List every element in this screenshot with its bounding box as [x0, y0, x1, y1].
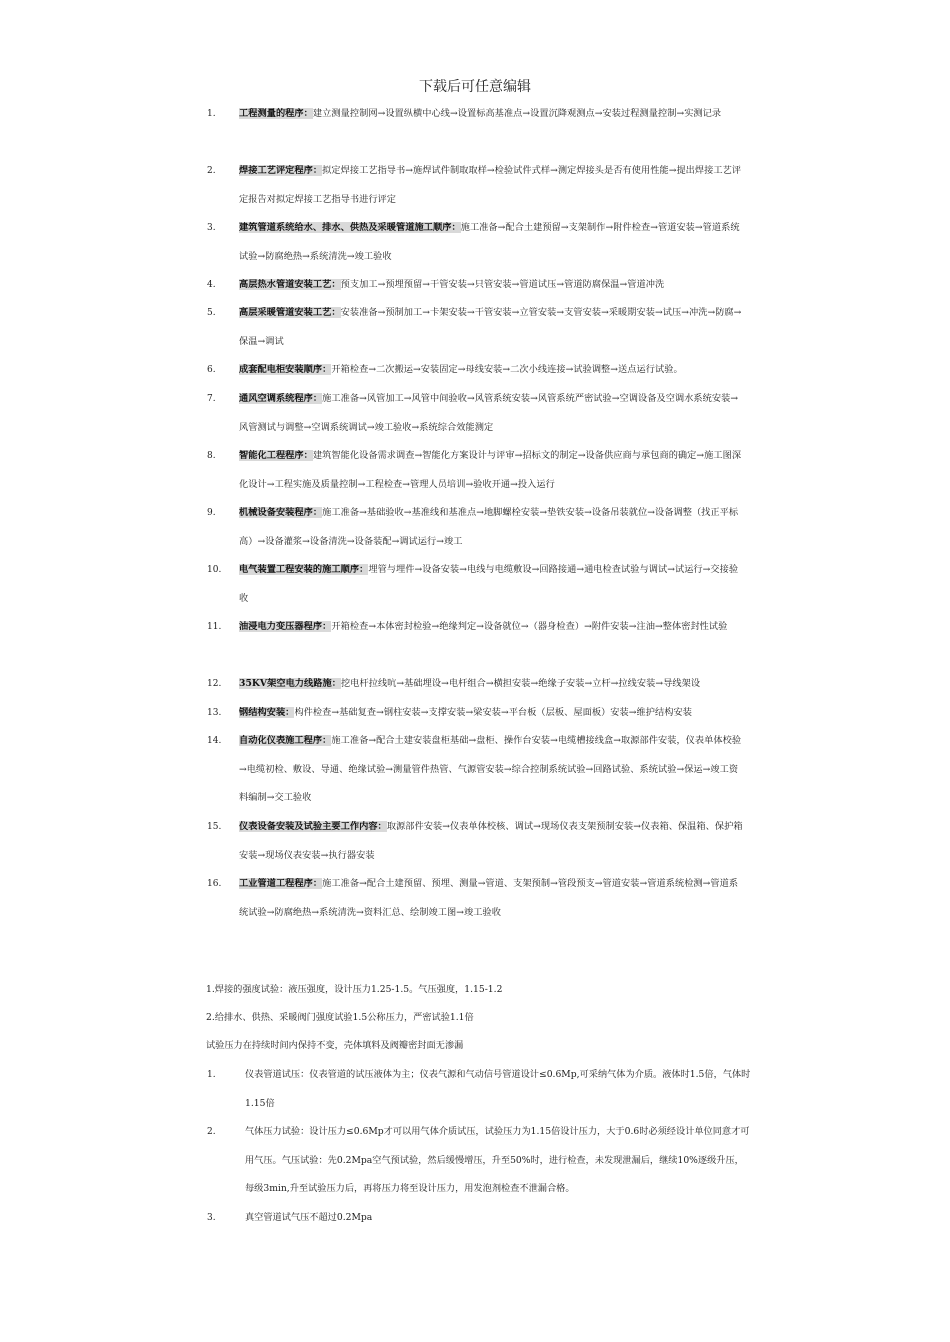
item-heading: 高层采暖管道安装工艺： — [239, 307, 341, 318]
item-number: 11. — [207, 622, 222, 632]
item-content — [239, 870, 745, 927]
item-number: 12. — [207, 679, 222, 689]
sub-item-text: 气体压力试验：设计压力≤0.6Mp才可以用气体介质试压，试验压力为1.15倍设计压力，大于0.6时必须经设计单位同意才可用气压。气压试验：先0.2Mpa空气预试验，然后缓慢增压，升至50%时，进行检查，未发现泄漏后，继续10%逐级升压，每级3min,升至试验压力后，再将压力将至设计压力，用发泡剂检查不泄漏合格。 — [245, 1126, 750, 1194]
note-line: 试验压力在持续时间内保持不变，壳体填料及阀瓣密封面无渗漏 — [206, 1040, 464, 1051]
item-content — [239, 100, 745, 129]
item-heading: 智能化工程程序： — [239, 450, 313, 461]
item-number: 8. — [207, 451, 216, 461]
item-content — [239, 442, 745, 499]
item-content — [239, 271, 745, 300]
note-line: 2.给排水、供热、采暖阀门强度试验1.5公称压力，严密试验1.1倍 — [206, 1012, 474, 1023]
item-text: 施工准备→配合土建安装盘柜基础→盘柜、操作台安装→电缆槽接线盒→取源部件安装，仪表单体校验→电缆初检、敷设、导通、绝缘试验→测量管件热管、气源管安装→综合控制系统试验→回路试验、系统试验→保运→竣工资料编制→交工验收 — [239, 735, 742, 803]
item-content — [239, 356, 745, 385]
item-text: 建筑智能化设备需求调查→智能化方案设计与评审→招标文的制定→设备供应商与承包商的确定→施工图深化设计→工程实施及质量控制→工程检查→管理人员培训→验收开通→投入运行 — [239, 450, 742, 490]
item-content — [239, 299, 745, 356]
item-heading: 成套配电柜安装顺序： — [239, 364, 332, 375]
item-number: 16. — [207, 879, 222, 889]
item-number: 10. — [207, 565, 222, 575]
item-number: 1. — [207, 109, 216, 119]
item-number: 15. — [207, 822, 222, 832]
item-text: 开箱检查→二次搬运→安装固定→母线安装→二次小线连接→试验调整→送点运行试验。 — [331, 364, 683, 375]
item-heading: 钢结构安装： — [239, 707, 295, 718]
item-heading: 机械设备安装程序： — [239, 507, 323, 518]
item-content — [239, 157, 745, 214]
item-heading: 工业管道工程程序： — [239, 878, 323, 889]
sub-item-text: 仪表管道试压：仪表管道的试压液体为主；仪表气源和气动信号管道设计≤0.6Mp,可采纳气体为介质。液体时1.5倍，气体时1.15倍 — [245, 1069, 751, 1109]
item-heading: 焊接工艺评定程序： — [239, 165, 323, 176]
sub-item-number: 3. — [207, 1213, 216, 1223]
item-content — [239, 556, 745, 613]
item-heading: 电气装置工程安装的施工顺序： — [239, 564, 369, 575]
item-text: 取源部件安装→仪表单体校核、调试→现场仪表支架预制安装→仪表箱、保温箱、保护箱安装→现场仪表安装→执行器安装 — [239, 821, 743, 861]
document-title: 下载后可任意编辑 — [419, 79, 531, 95]
item-text: 施工准备→风管加工→风管中间验收→风管系统安装→风管系统严密试验→空调设备及空调水系统安装→风管测试与调整→空调系统调试→竣工验收→系统综合效能测定 — [239, 393, 739, 433]
item-number: 9. — [207, 508, 216, 518]
item-content — [239, 613, 745, 642]
note-line: 1.焊接的强度试验：液压强度，设计压力1.25-1.5。气压强度，1.15-1.2 — [206, 984, 503, 995]
item-number: 7. — [207, 394, 216, 404]
sub-item-number: 1. — [207, 1070, 216, 1080]
item-text: 开箱检查→本体密封检验→绝缘判定→设备就位→（器身检查）→附件安装→注油→整体密封性试验 — [331, 621, 728, 632]
item-text: 预支加工→预埋预留→干管安装→只管安装→管道试压→管道防腐保温→管道冲洗 — [340, 279, 665, 290]
item-heading: 油浸电力变压器程序： — [239, 621, 332, 632]
sub-item-number: 2. — [207, 1127, 216, 1137]
item-number: 6. — [207, 365, 216, 375]
item-number: 4. — [207, 280, 216, 290]
item-content — [239, 727, 745, 813]
item-heading: 建筑管道系统给水、排水、供热及采暖管道施工顺序： — [239, 222, 461, 233]
item-heading: 高层热水管道安装工艺： — [239, 279, 341, 290]
item-text: 安装准备→预制加工→卡架安装→干管安装→立管安装→支管安装→采暖期安装→试压→冲洗→防腐→保温→调试 — [239, 307, 742, 347]
item-number: 14. — [207, 736, 222, 746]
sub-item-text: 真空管道试气压不超过0.2Mpa — [245, 1212, 373, 1223]
item-heading: 工程测量的程序： — [239, 108, 313, 119]
item-heading: 自动化仪表施工程序： — [239, 735, 332, 746]
item-text: 施工准备→配合土建预留→支架制作→附件检查→管道安装→管道系统试验→防腐绝热→系统清洗→竣工验收 — [239, 222, 740, 262]
item-heading: 通风空调系统程序： — [239, 393, 323, 404]
item-text: 施工准备→基础验收→基准线和基准点→地脚螺栓安装→垫铁安装→设备吊装就位→设备调整（找正平标高）→设备灌浆→设备清洗→设备装配→调试运行→竣工 — [239, 507, 739, 547]
item-heading: 仪表设备安装及试验主要工作内容： — [239, 821, 387, 832]
item-content — [239, 813, 745, 870]
item-heading: 35KV架空电力线路施： — [239, 678, 341, 689]
item-number: 3. — [207, 223, 216, 233]
item-content — [239, 214, 745, 271]
item-number: 5. — [207, 308, 216, 318]
item-text: 构件检查→基础复查→钢柱安装→支撑安装→梁安装→平台板（层板、屋面板）安装→维护结构安装 — [294, 707, 692, 718]
item-text: 拟定焊接工艺指导书→施焊试件制取取样→检验试件式样→测定焊接头是否有使用性能→提出焊接工艺评定报告对拟定焊接工艺指导书进行评定 — [239, 165, 742, 205]
item-text: 挖电杆拉线吭→基础埋设→电杆组合→横担安装→绝缘子安装→立杆→拉线安装→导线架设 — [341, 678, 701, 689]
item-content — [239, 670, 745, 699]
item-content — [239, 499, 745, 556]
item-number: 13. — [207, 708, 222, 718]
item-text: 施工准备→配合土建预留、预埋、测量→管道、支架预制→管段预支→管道安装→管道系统检测→管道系统试验→防腐绝热→系统清洗→资料汇总、绘制竣工图→竣工验收 — [239, 878, 739, 918]
item-text: 建立测量控制网→设置纵横中心线→设置标高基准点→设置沉降观测点→安装过程测量控制→实测记录 — [312, 108, 722, 119]
item-content — [239, 699, 745, 728]
item-content — [239, 385, 745, 442]
item-text: 埋管与埋件→设备安装→电线与电缆敷设→回路接通→通电检查试验与调试→试运行→交接验收 — [239, 564, 739, 604]
item-number: 2. — [207, 166, 216, 176]
